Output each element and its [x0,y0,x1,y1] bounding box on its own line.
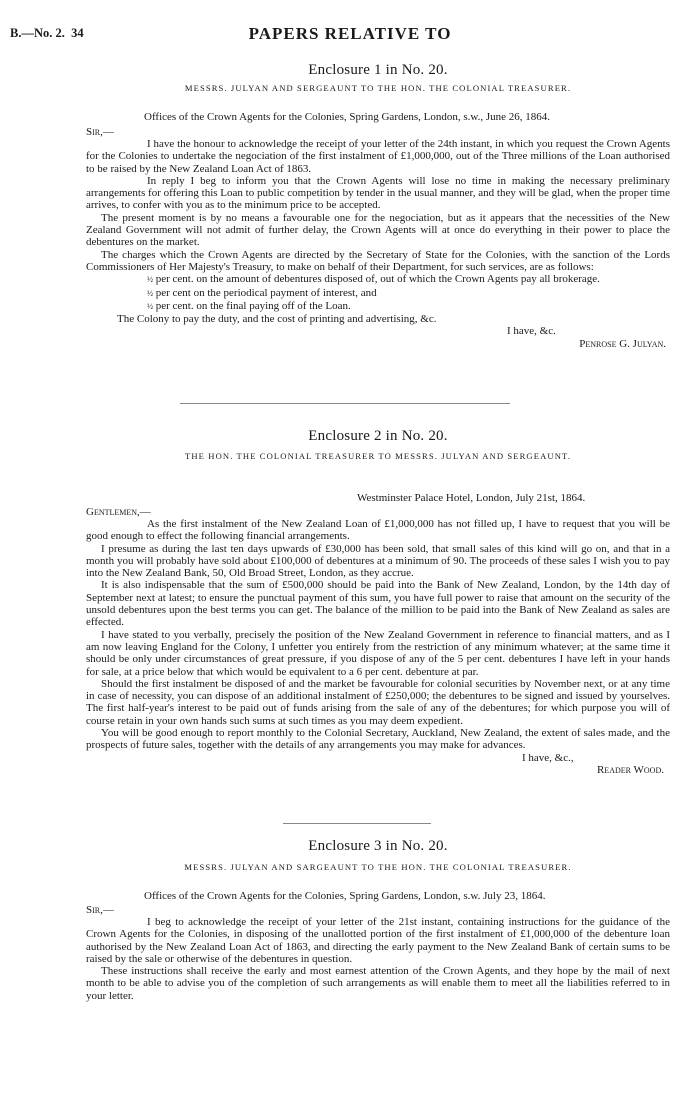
fraction: ½ [147,288,153,298]
enclosure-1-signature: Penrose G. Julyan. [579,337,666,350]
paragraph: The Colony to pay the duty, and the cost of printing and advertising, &c. [117,313,437,326]
enclosure-1-closing: I have, &c. [507,325,556,338]
enclosure-3 [86,838,670,872]
enclosure-1-letter [86,126,670,350]
paragraph: These instructions shall receive the early and most earnest attention of the Crown Agents, and they hope by the mail of next month to be able to advise you of the completion of such arrangements as will enable them to meet all the liabilities referred to in your letter. [86,965,670,1002]
charge-item [86,300,670,313]
charge-text: per cent on the periodical payment of interest, and [155,286,377,299]
enclosure-1-title: Enclosure 1 in No. 20. [308,62,448,78]
enclosure-1-salutation: Sir,— [86,126,114,138]
fraction: ½ [147,301,153,311]
charge-text: per cent. on the final paying off of the Loan. [155,299,351,312]
paragraph: I have stated to you verbally, precisely the position of the New Zealand Government in reference to financial matters, and as I am now leaving England for the Colony, I unfetter you entirely from the restriction of any minimum whatever; at the same time it should be only under circumstances of great pressure, if you dispose of any of the 5 per cent. debentures I have left in your hands for sale, at a price below that which would be equivalent to a 6 per cent. debenture at par. [86,628,670,678]
enclosure-2-signature: Reader Wood. [596,763,664,776]
enclosure-2-subhead: THE HON. THE COLONIAL TREASURER TO MESSRS. JULYAN AND SERGEAUNT. [185,451,571,461]
section-divider [180,403,510,404]
enclosure-3-letter [86,890,670,1002]
enclosure-3-subhead: MESSRS. JULYAN AND SARGEAUNT TO THE HON. THE COLONIAL TREASURER. [184,862,572,872]
enclosure-3-address: Offices of the Crown Agents for the Colonies, Spring Gardens, London, s.w. July 23, 1864. [144,890,546,902]
charge-item [86,273,670,286]
paragraph: Should the first instalment be disposed of and the market be favourable for colonial securities by November next, or at any time in case of necessity, you can dispose of an additional instalment of £250,000; the debentures to be signed and issued by yourselves. The first half-year's interest to be paid out of funds arising from the sale of any of the debentures; for which purpose you will of course retain in your own hands such sums at such times as you may deem expedient. [86,677,670,727]
enclosure-2 [86,428,670,461]
enclosure-1 [86,62,670,93]
enclosure-3-salutation: Sir,— [86,904,114,916]
enclosure-1-body [86,111,670,123]
paragraph: It is also indispensable that the sum of £500,000 should be paid into the Bank of New Zealand, London, by the 14th day of September next at latest; to ensure the punctual payment of this sum, you have full power to raise that amount on the security of the unsold debentures upon the best terms you can get. The balance of the million to be paid into the Bank of New Zealand as sales are effected. [86,579,670,629]
enclosure-1-address: Offices of the Crown Agents for the Colonies, Spring Gardens, London, s.w., June 26, 1864. [144,111,551,123]
document-ref: B.—No. 2. [10,26,65,40]
paragraph: I have the honour to acknowledge the receipt of your letter of the 24th instant, in which you request the Crown Agents for the Colonies to undertake the negociation of the first instalment of £1,000,000, out of the Three millions of the Loan authorised to be raised by the New Zealand Loan Act of 1863. [86,138,670,175]
paragraph: The present moment is by no means a favourable one for the negociation, but as it appears that the necessities of the New Zealand Government will not admit of further delay, the Crown Agents will at once do everything in their power to place the debentures on the market. [86,211,670,249]
charge-item [86,287,670,300]
charge-text: per cent. on the amount of debentures disposed of, out of which the Crown Agents pay all brokerage. [155,273,600,286]
enclosure-2-salutation: Gentlemen,— [86,506,151,518]
enclosure-2-title: Enclosure 2 in No. 20. [308,428,448,444]
enclosure-2-letter [86,492,670,776]
running-title: PAPERS RELATIVE TO [248,24,452,43]
enclosure-3-title: Enclosure 3 in No. 20. [308,838,448,854]
fraction: ½ [147,275,153,285]
enclosure-1-subhead: MESSRS. JULYAN AND SERGEAUNT TO THE HON. THE COLONIAL TREASURER. [184,83,572,93]
paragraph: I beg to acknowledge the receipt of your letter of the 21st instant, containing instructions for the guidance of the Crown Agents for the Colonies, in disposing of the unallotted portion of the first instalment of £1,000,000 of the debenture loan authorised by the New Zealand Loan Act of 1863, and directing the early payment to the New Zealand Bank of certain sums to be raised by the sale or otherwise of the debentures in question. [86,916,670,965]
enclosure-2-address: Westminster Palace Hotel, London, July 21st, 1864. [357,492,586,504]
paragraph: You will be good enough to report monthly to the Colonial Secretary, Auckland, New Zealand, the extent of sales made, and the prospects of future sales, together with the details of any arrangements you may make for advances. [86,727,670,752]
section-divider [283,823,431,824]
enclosure-2-closing: I have, &c., [522,751,574,764]
paragraph: In reply I beg to inform you that the Crown Agents will lose no time in making the necessary preliminary arrangements for offering this Loan to public competition by tender in the usual manner, and they will be glad, when the proper time arrives, to confer with you as to the minimum price to be accepted. [86,174,670,212]
page-header [10,24,690,46]
paragraph: I presume as during the last ten days upwards of £30,000 has been sold, that small sales of this kind will go on, and that in a month you will probably have sold about £100,000 of debentures at a minimum of 90. The proceeds of these sales I wish you to pay into the New Zealand Bank, 50, Old Broad Street, London, as they accrue. [86,542,670,580]
paragraph: As the first instalment of the New Zealand Loan of £1,000,000 has not filled up, I have to request that you will be good enough to effect the following financial arrangements. [86,518,670,543]
paragraph: The charges which the Crown Agents are directed by the Secretary of State for the Colonies, with the sanction of the Lords Commissioners of Her Majesty's Treasury, to make on behalf of their Department, for such services, are as follows: [86,248,670,273]
page-number: 34 [71,26,84,40]
